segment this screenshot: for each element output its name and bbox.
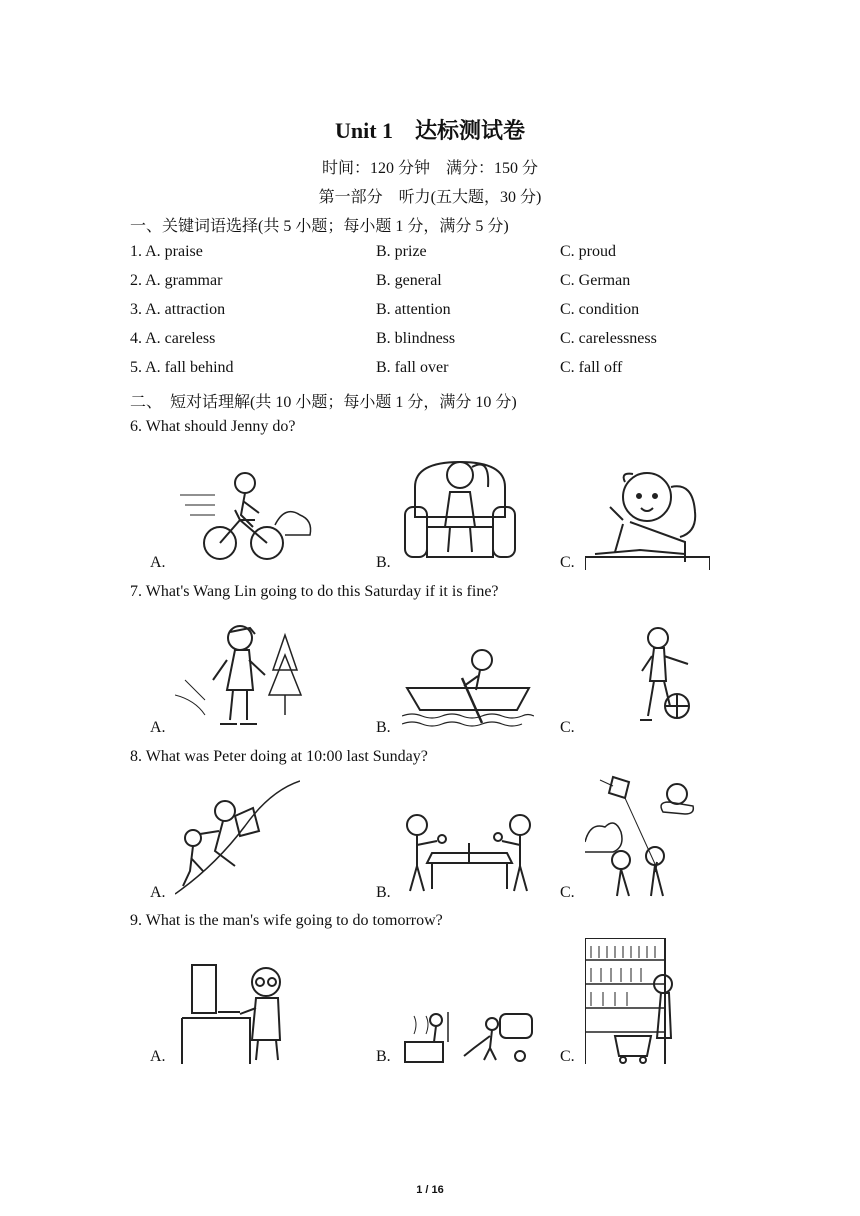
housework-icon [400,1012,534,1064]
exam-meta: 时间：120 分钟 满分：150 分 [321,160,538,177]
question-7: 7. What's Wang Lin going to do this Saturday if it is fine? [130,583,499,600]
option-label: C. [560,719,575,736]
option-label: A. [150,884,166,901]
option-label: A. [150,719,166,736]
girl-riding-bike-icon [175,465,315,565]
rowing-boat-icon [402,648,534,728]
part-heading: 第一部分 听力(五大题，30 分) [318,189,542,206]
item-option-a: 2. A. grammar [130,272,223,289]
item-option-c: C. condition [560,301,640,318]
option-label: A. [150,554,166,571]
option-label: B. [376,554,391,571]
item-option-c: C. German [560,272,631,289]
item-option-a: 3. A. attraction [130,301,226,318]
skating-icon [175,620,315,735]
shopping-icon [585,938,695,1064]
computer-work-icon [180,960,290,1064]
option-label: C. [560,1048,575,1065]
page-number: 1 / 16 [416,1184,444,1196]
item-option-a: 4. A. careless [130,330,216,347]
girl-reading-icon [585,462,710,570]
question-6: 6. What should Jenny do? [130,418,296,435]
option-label: C. [560,554,575,571]
page-title: Unit 1 达标测试卷 [334,118,526,143]
item-option-b: B. general [376,272,442,289]
option-label: A. [150,1048,166,1065]
girl-on-sofa-icon [400,447,520,567]
item-option-b: B. fall over [376,359,449,376]
ping-pong-icon [402,811,537,897]
item-option-c: C. proud [560,243,616,260]
basketball-icon [630,626,700,728]
section2-heading: 二、 短对话理解(共 10 小题；每小题 1 分，满分 10 分) [130,394,517,411]
question-8: 8. What was Peter doing at 10:00 last Sunday? [130,748,428,765]
item-option-a: 1. A. praise [130,243,203,260]
item-option-c: C. carelessness [560,330,657,347]
item-option-b: B. prize [376,243,427,260]
section1-heading: 一、关键词语选择(共 5 小题；每小题 1 分，满分 5 分) [130,218,509,235]
item-option-b: B. blindness [376,330,456,347]
option-label: B. [376,884,391,901]
item-option-c: C. fall off [560,359,623,376]
item-option-a: 5. A. fall behind [130,359,234,376]
kite-flying-icon [585,772,695,898]
item-option-b: B. attention [376,301,451,318]
option-label: B. [376,1048,391,1065]
option-label: B. [376,719,391,736]
option-label: C. [560,884,575,901]
question-9: 9. What is the man's wife going to do tomorrow? [130,912,443,929]
hiking-icon [175,776,300,898]
